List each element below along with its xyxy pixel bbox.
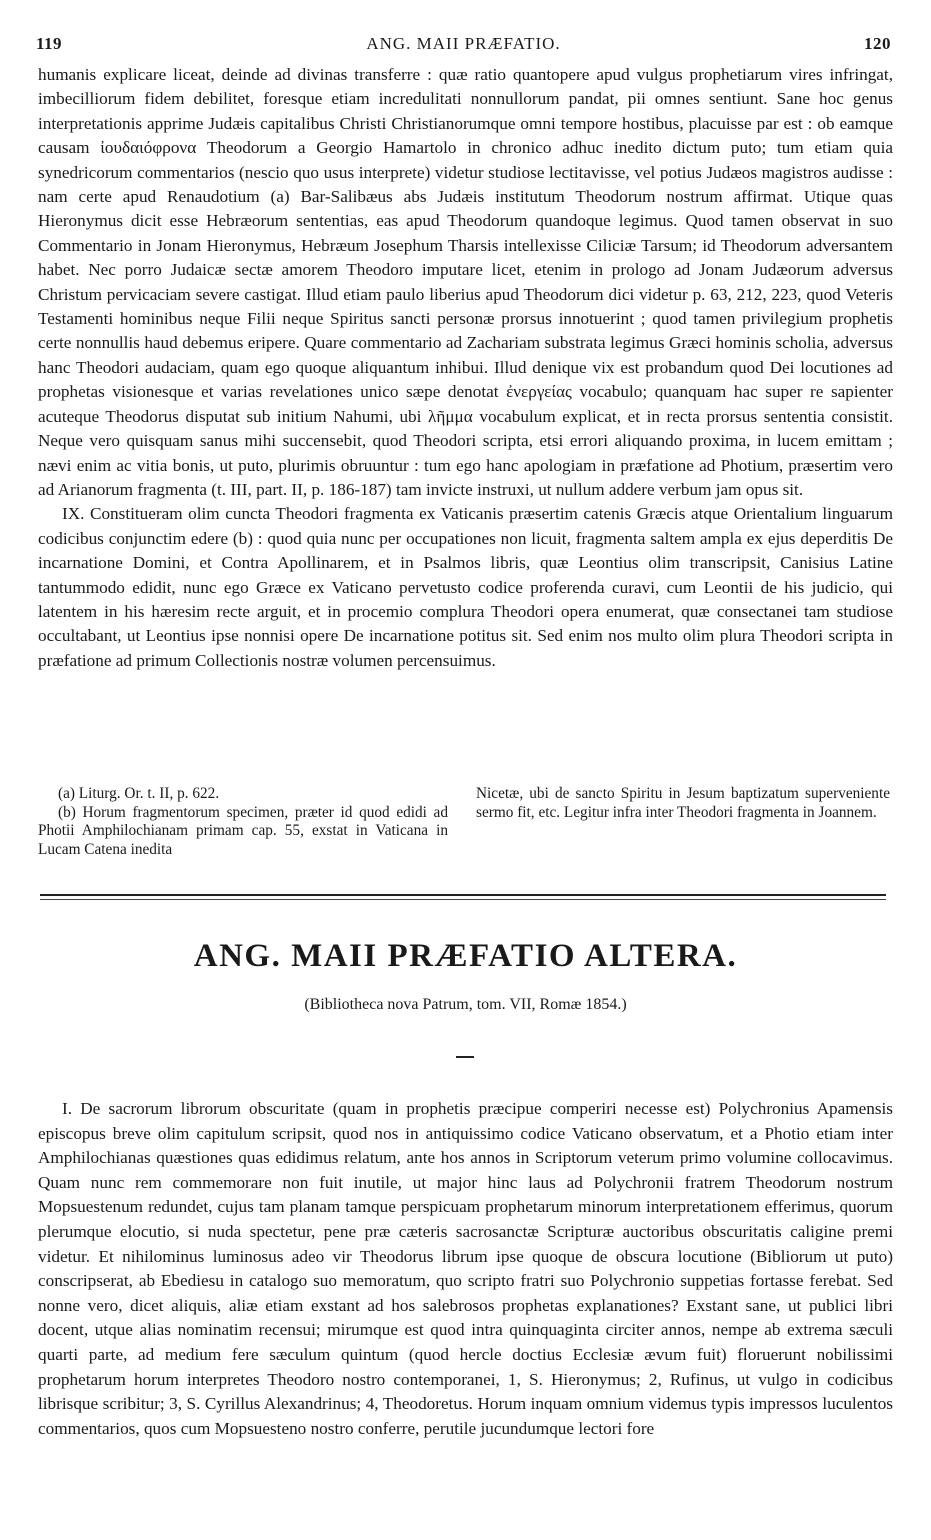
page-number-right: 120 <box>864 34 891 53</box>
footnotes-right-column <box>476 785 890 822</box>
footnote-a: (a) Liturg. Or. t. II, p. 622. <box>58 785 220 802</box>
paragraph-i: I. De sacrorum librorum obscuritate (quam in prophetis præcipue comperiri necesse est) Polychronius Apamensis episcopus breve olim capitulum scripsit, quod nos in antiquissimo codice Vaticano observatum, et a Photio etiam inter Amphilochianas quæstiones quas edidimus relatum, ante hos annos in Scriptorum veterum primo volumine collocavimus. Quam nunc rem commemorare non fuit inutile, ut major hinc laus ad Polychronii fratrem Theodorum nostrum Mopsuestenum redundet, cujus tam planam tamque perspicuam prophetarum minorum interpretationem efferimus, quorum plerumque elocutio, si nuda spectetur, pene præ cæteris sacrosanctæ Scripturæ auctoribus obscuritatis caligine premi videtur. Et nihilominus luminosus adeo vir Theodorus librum ipse quoque de obscura locutione (Bibliorum ut puto) conscripserat, ab Ebediesu in catalogo suo memoratum, quo scripto fratri suo Polychronio suppetias fortasse ferebat. Sed nonne vero, dicet aliquis, aliæ etiam exstant ad hos salebrosos prophetas explanationes? Exstant sane, ut publici libri docent, utque alias nominatim recensui; mirumque est quod intra quinquaginta circiter annos, nempe ab extrema sæculi quarti parte, ad medium fere sæculum quintum (quod hercle doctius Ecclesiæ ævum fuit) floruerunt nobilissimi prophetarum horum interpretes Theodoro nostro contemporanei, 1, S. Hieronymus; 2, Rufinus, ut vulgo in codicibus librisque scribitur; 3, S. Cyrillus Alexandrinus; 4, Theodoretus. Horum inquam omnium videmus typis impressos luculentos commentarios, quos cum Mopsuesteno nostro conferre, perutile jucundumque lectori fore <box>38 1099 893 1438</box>
footnotes-left-column <box>38 785 448 859</box>
footnote-b-continued: Nicetæ, ubi de sancto Spiritu in Jesum baptizatum superveniente sermo fit, etc. Legitur infra inter Theodori fragmenta in Joannem. <box>476 785 890 821</box>
section-1-body <box>38 63 893 673</box>
section-divider-rule <box>40 894 886 900</box>
page-number-left: 119 <box>36 34 63 53</box>
section-2-title: ANG. MAII PRÆFATIO ALTERA. <box>193 938 738 974</box>
running-head-title: ANG. MAII PRÆFATIO. <box>366 34 561 53</box>
running-header <box>36 34 891 56</box>
paragraph-continued: humanis explicare liceat, deinde ad divinas transferre : quæ ratio quantopere apud vulgus prophetiarum vires infringat, imbecilliorum fidem debilitet, foresque etiam incredulitati nonnullorum pandat, pii omnes sentiunt. Sane hoc genus interpretationis apprime Judæis capitalibus Christi Christianorumque omni tempore hostibus, placuisse par est : ob eamque causam ἰουδαιόφρονα Theodorum a Georgio Hamartolo in chronico adhuc inedito dictum puto; tum etiam quia synedricorum commentarios (nescio quo usus interprete) videtur studiose lectitavisse, vel potius Judæos magistros audisse : nam certe apud Renaudotium (a) Bar-Salibæus abs Judæis institutum Theodorum nostrum affirmat. Utique quas Hieronymus dicit esse Hebræorum sententias, eas apud Theodorum quandoque legimus. Quod tamen observat in suo Commentario in Jonam Hieronymus, Hebræum Josephum Tharsis intellexisse Ciliciæ Tarsum; id Theodorum adversantem habet. Nec porro Judaicæ sectæ amorem Theodoro imputare licet, etenim in prologo ad Jonam Judæorum adversus Christum pervicaciam severe castigat. Illud etiam paulo liberius apud Theodorum dici videtur p. 63, 212, 223, quod Veteris Testamenti hominibus neque Filii neque Spiritus sancti personæ prorsus innotuerint ; quod tamen privilegium prophetis certe nonnullis haud debemus eripere. Quare commentario ad Zachariam substrata legimus Græci hominis scholia, adversus hanc Theodori audaciam, quam ego quoque aliquantum inhibui. Illud denique vix est probandum quod Dei locutiones ad prophetas visionesque et varias revelationes unico sæpe denotat ἐνεργείας vocabulo; quanquam hac super re sapienter acuteque Theodorus disputat sub initium Nahumi, ubi λῆμμα vocabulum explicat, et in recta prorsus sententia consistit. Neque vero quisquam sanus mihi succensebit, quod Theodori scripta, etsi errori aliquando proxima, in lucem emittam ; nævi enim ac vitia bonis, ut puto, plurimis obruuntur : tum ego hanc apologiam in præfatione ad Photium, præsertim vero ad Arianorum fragmenta (t. III, part. II, p. 186-187) tam invicte instruxi, ut nullum addere verbum jam opus sit. <box>38 65 893 499</box>
section-2-body <box>38 1097 893 1441</box>
title-dash-ornament <box>456 1056 474 1058</box>
paragraph-ix: IX. Constitueram olim cuncta Theodori fragmenta ex Vaticanis præsertim catenis Græcis atque Orientalium linguarum codicibus conjunctim edere (b) : quod quia nunc per occupationes non licuit, fragmenta saltem ampla ex ejus deperditis De incarnatione Domini, et Contra Apollinarem, et in Psalmos libris, quæ Leontius olim transcripsit, Canisius Latine tantummodo edidit, nunc ego Græce ex Vaticano pervetusto codice proferenda curavi, cum Leontii de his judicio, qui latentem in his hæresim recte arguit, et in procemio complura Theodori opera enumerat, quæ consectanei tam studiose occultabant, ut Leontius ipse nonnisi opere De incarnatione potitus sit. Sed enim nos multo olim plura Theodori scripta in præfatione ad primum Collectionis nostræ volumen percensuimus. <box>38 504 893 670</box>
footnote-b: (b) Horum fragmentorum specimen, præter id quod edidi ad Photii Amphilochianam primam cap. 55, exstat in Vaticana in Lucam Catena inedita <box>38 803 448 858</box>
section-2-subtitle: (Bibliotheca nova Patrum, tom. VII, Romæ 1854.) <box>304 996 627 1013</box>
